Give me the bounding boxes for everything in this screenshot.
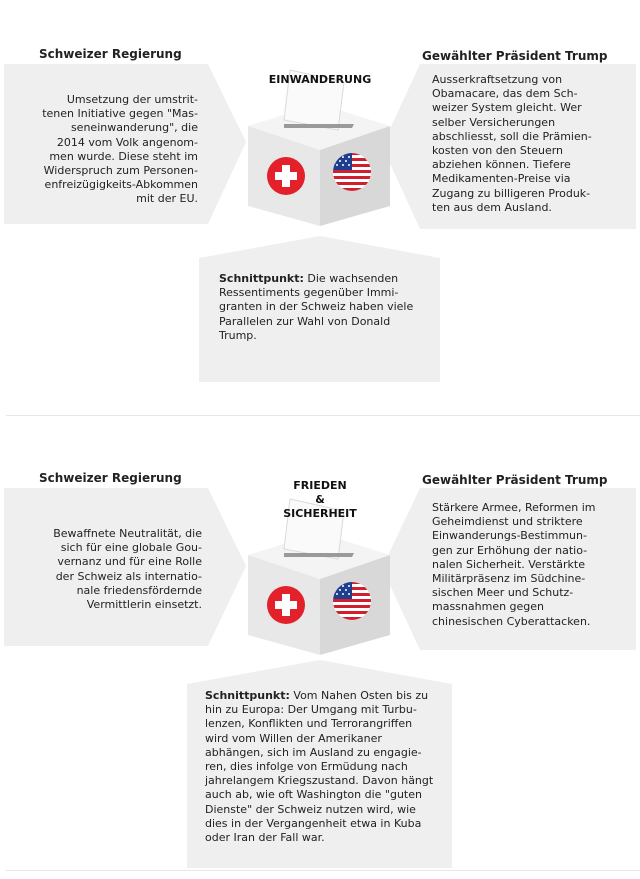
topic-title — [254, 479, 386, 521]
intersection-label: Schnittpunkt: — [219, 272, 304, 285]
topic-line: EINWANDERUNG — [268, 73, 372, 86]
right-text: Stärkere Armee, Reformen im Geheimdienst und striktere Einwanderungs-Bestimmun- gen zur Erhöhung der natio- nalen Sicherheit. Verstärkte Militärpräsenz im Südchine- sischen Meer und Schutz- massnahmen gegen chinesischen Cyberattacken. — [432, 501, 596, 628]
intersection-body: Vom Nahen Osten bis zu hin zu Europa: Der Umgang mit Turbu- lenzen, Konflikten und Terrorangriffen wird vom Willen der Amerikaner abhängen, sich im Ausland zu engagie- ren, dies infolge von Ermüdung nach jahrelangem Kriegszustand. Davon hängt auch ab, wie oft Washington die "guten Dienste" der Schweiz nutzen wird, wie dies in der Vergangenheit etwa in Kuba oder Iran der Fall war. — [205, 689, 434, 845]
left-heading: Schweizer Regierung — [39, 471, 182, 485]
left-panel — [0, 64, 250, 234]
left-text: Bewaffnete Neutralität, die sich für eine globale Gou- vernanz und für eine Rolle der Schweiz als internatio- nale friedensfördernde Vermittlerin einsetzt. — [53, 527, 202, 612]
right-panel — [380, 488, 640, 658]
right-text: Ausserkraftsetzung von Obamacare, das dem Sch- weizer System gleicht. Wer selber Versicherungen abschliesst, soll die Prämien- kosten von den Steuern abziehen können. Tiefere Medikamenten-Preise via Zugang zu billigeren Produk- ten aus dem Ausland. — [432, 73, 592, 214]
bottom-panel — [187, 660, 453, 870]
right-heading: Gewählter Präsident Trump — [422, 473, 608, 487]
section-divider — [6, 415, 640, 416]
topic-title — [254, 73, 386, 87]
right-panel — [380, 64, 640, 234]
left-panel — [0, 488, 250, 658]
left-heading: Schweizer Regierung — [39, 47, 182, 61]
ballot-box-icon — [240, 60, 400, 240]
right-heading: Gewählter Präsident Trump — [422, 49, 608, 63]
swiss-flag-icon — [267, 586, 305, 624]
intersection-label: Schnittpunkt: — [205, 689, 290, 702]
intersection-text — [219, 272, 434, 343]
topic-line: & — [315, 493, 325, 506]
intersection-text — [205, 689, 445, 845]
section-immigration — [0, 0, 640, 416]
left-text: Umsetzung der umstrit- tenen Initiative gegen "Mas- seneinwanderung", die 2014 vom Volk angenom- men wurde. Diese steht im Widerspruch zum Personen- enfreizügigkeits-Abkommen mit der EU. — [42, 93, 198, 206]
intersection-body: Die wachsenden Ressentiments gegenüber Immi- granten in der Schweiz haben viele Parallelen zur Wahl von Donald Trump. — [219, 272, 414, 342]
bottom-panel — [199, 236, 441, 386]
topic-line: SICHERHEIT — [283, 507, 357, 520]
bottom-divider — [6, 870, 640, 871]
topic-line: FRIEDEN — [293, 479, 347, 492]
swiss-flag-icon — [267, 157, 305, 195]
section-peace-security — [0, 417, 640, 879]
